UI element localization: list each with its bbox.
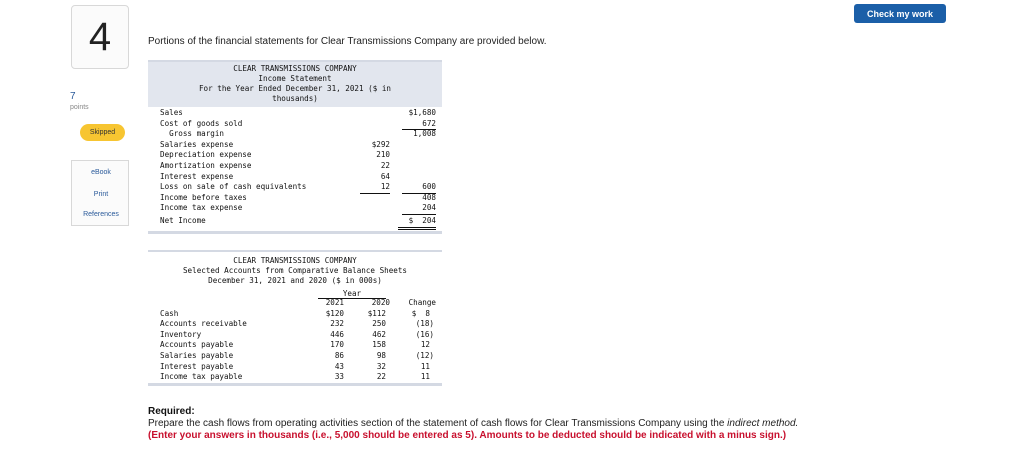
column-header-change: Change [408, 298, 436, 307]
row-value: $ 204 [398, 216, 436, 230]
income-statement-header [148, 62, 442, 107]
table-row [148, 203, 442, 214]
value-2021: 86 [334, 350, 344, 360]
skipped-badge: Skipped [80, 124, 125, 141]
table-row [148, 193, 442, 204]
row-label: Salaries expense [160, 139, 234, 149]
value-2020: 22 [376, 372, 386, 382]
row-label: Net Income [160, 215, 206, 225]
statement-units: thousands) [272, 94, 318, 103]
row-label: Interest payable [160, 361, 234, 371]
value-2021: 170 [330, 340, 344, 350]
points-value: 7 [70, 91, 76, 102]
balance-sheet [148, 250, 442, 386]
table-row [148, 150, 442, 161]
row-value: 408 [422, 192, 436, 202]
value-change: 11 [420, 372, 430, 382]
table-row [148, 161, 442, 172]
balance-sheet-header [148, 252, 442, 289]
row-label: Cost of goods sold [160, 118, 243, 128]
table-row [148, 172, 442, 183]
row-mid-value: 12 [360, 182, 390, 194]
print-link[interactable]: Print [93, 191, 109, 198]
value-2021: 43 [334, 361, 344, 371]
table-row [148, 119, 442, 130]
column-header-2020: 2020 [371, 298, 390, 307]
value-2020: 250 [372, 319, 386, 329]
row-label: Gross margin [160, 129, 225, 139]
table-row [148, 140, 442, 151]
row-label: Income tax payable [160, 372, 243, 382]
value-change: $ 8 [411, 308, 430, 318]
row-label: Income before taxes [160, 192, 247, 202]
value-2021: 446 [330, 329, 344, 339]
row-label: Accounts payable [160, 340, 234, 350]
company-name: CLEAR TRANSMISSIONS COMPANY [233, 256, 357, 265]
company-name: CLEAR TRANSMISSIONS COMPANY [233, 64, 357, 73]
row-label: Loss on sale of cash equivalents [160, 182, 307, 192]
required-method: indirect method. [727, 418, 799, 429]
table-row [148, 182, 442, 193]
value-change: 11 [420, 361, 430, 371]
references-link[interactable]: References [83, 211, 119, 218]
column-header-2021: 2021 [325, 298, 344, 307]
value-2021: 33 [334, 372, 344, 382]
check-my-work-button[interactable]: Check my work [854, 4, 946, 23]
row-mid-value: $292 [371, 139, 390, 149]
table-row [148, 351, 442, 362]
row-label: Accounts receivable [160, 319, 247, 329]
year-header-row [148, 289, 442, 298]
required-instructions [148, 418, 808, 442]
required-entry-instruction: (Enter your answers in thousands (i.e., 5,000 should be entered as 5). Amounts to be deducted should be indicated with a minus sign.) [148, 430, 787, 441]
row-label: Sales [160, 108, 183, 117]
value-2021: $120 [325, 308, 344, 318]
value-2020: $112 [367, 308, 386, 318]
required-text: Prepare the cash flows from operating activities section of the statement of cash flows for Clear Transmissions Company using the [148, 418, 725, 429]
table-row [148, 108, 442, 119]
table-row [148, 372, 442, 383]
table-row [148, 340, 442, 351]
table-row [148, 362, 442, 373]
row-value: 1,008 [413, 129, 436, 139]
question-prompt: Portions of the financial statements for Clear Transmissions Company are provided below. [148, 36, 547, 47]
value-2020: 32 [376, 361, 386, 371]
statement-title: Income Statement [258, 74, 332, 83]
value-change: 12 [420, 340, 430, 350]
column-header-row [148, 298, 442, 309]
table-row [148, 216, 442, 227]
row-label: Inventory [160, 329, 202, 339]
row-label: Cash [160, 308, 179, 318]
resources-panel [71, 160, 129, 226]
value-2020: 98 [376, 350, 386, 360]
value-change: (12) [415, 350, 434, 360]
row-label: Salaries payable [160, 350, 234, 360]
value-change: (18) [415, 319, 434, 329]
statement-title: Selected Accounts from Comparative Balance Sheets [182, 266, 408, 275]
row-value: $1,680 [408, 108, 436, 117]
value-2021: 232 [330, 319, 344, 329]
row-value: 600 [402, 182, 436, 194]
table-row [148, 330, 442, 341]
row-label: Income tax expense [160, 203, 243, 213]
statement-period: For the Year Ended December 31, 2021 ($ in [198, 84, 392, 93]
row-mid-value: 210 [376, 150, 390, 160]
ebook-link[interactable]: eBook [91, 169, 111, 176]
value-2020: 462 [372, 329, 386, 339]
row-value: 204 [402, 203, 436, 215]
row-mid-value: 64 [380, 171, 390, 181]
row-label: Depreciation expense [160, 150, 252, 160]
statement-date: December 31, 2021 and 2020 ($ in 000s) [208, 276, 382, 285]
year-label: Year [318, 289, 386, 299]
table-row [148, 319, 442, 330]
row-value: 672 [402, 119, 436, 131]
income-statement [148, 60, 442, 234]
question-number: 4 [71, 5, 129, 69]
points-label: points [70, 104, 89, 111]
row-label: Amortization expense [160, 160, 252, 170]
table-row [148, 309, 442, 320]
row-mid-value: 22 [380, 160, 390, 170]
table-row [148, 129, 442, 140]
value-2020: 158 [372, 340, 386, 350]
value-change: (16) [415, 329, 434, 339]
row-label: Interest expense [160, 171, 234, 181]
required-heading: Required: [148, 406, 195, 417]
